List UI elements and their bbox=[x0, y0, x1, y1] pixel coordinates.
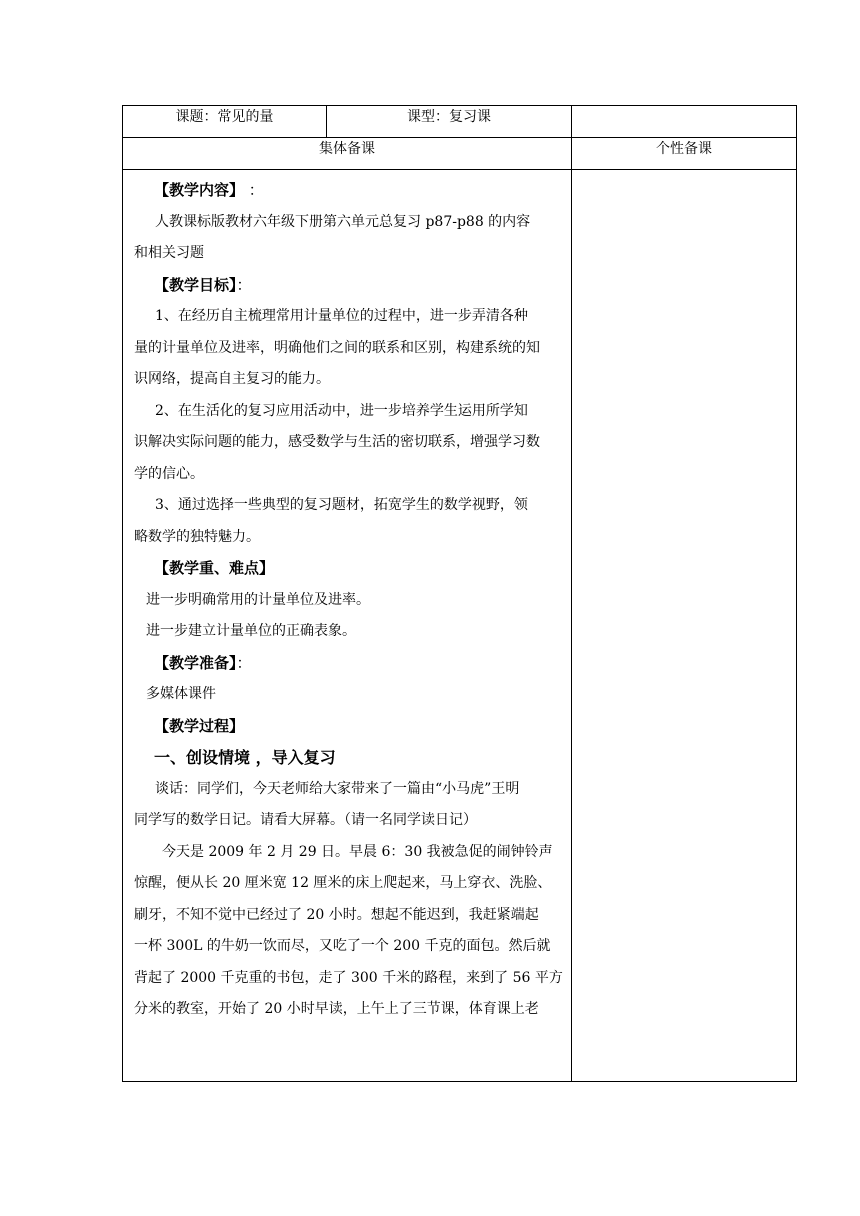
diary-line: 今天是 2009 年 2 月 29 日。早晨 6：30 我被急促的闹钟铃声 bbox=[162, 843, 553, 860]
section-heading-prep: 【教学准备】： bbox=[154, 653, 252, 672]
personal-heading: 个性备课 bbox=[656, 141, 712, 157]
section-heading-goals: 【教学目标】： bbox=[154, 275, 252, 294]
collective-content-cell bbox=[123, 170, 572, 1082]
blank-label bbox=[572, 106, 796, 107]
type-label: 课型：复习课 bbox=[407, 109, 491, 125]
goal-line: 1、在经历自主梳理常用计量单位的过程中，进一步弄清各种 bbox=[155, 308, 528, 324]
prep-line: 多媒体课件 bbox=[146, 686, 216, 702]
subheader-row bbox=[123, 138, 797, 170]
personal-heading-cell bbox=[572, 138, 797, 170]
type-cell bbox=[327, 106, 572, 138]
section-heading-key-points: 【教学重、难点】 bbox=[154, 559, 275, 577]
collective-heading-cell bbox=[123, 138, 572, 170]
diary-line: 一杯 300L 的牛奶一饮而尽，又吃了一个 200 千克的面包。然后就 bbox=[134, 938, 551, 954]
goal-line: 略数学的独特魅力。 bbox=[134, 528, 260, 545]
topic-label: 课题：常见的量 bbox=[175, 109, 274, 125]
goal-line: 识解决实际问题的能力，感受数学与生活的密切联系，增强学习数 bbox=[134, 434, 540, 450]
content-line: 和相关习题 bbox=[134, 245, 204, 261]
content-row bbox=[123, 170, 797, 1082]
diary-line: 分米的教室，开始了 20 小时早读，上午上了三节课，体育课上老 bbox=[134, 1001, 539, 1017]
diary-line: 刷牙，不知不觉中已经过了 20 小时。想起不能迟到，我赶紧端起 bbox=[134, 906, 539, 923]
lesson-plan-table bbox=[122, 105, 797, 1082]
goal-line: 量的计量单位及进率，明确他们之间的联系和区别，构建系统的知 bbox=[134, 339, 540, 356]
diary-line: 惊醒，便从长 20 厘米宽 12 厘米的床上爬起来，马上穿衣、洗脸、 bbox=[134, 875, 552, 891]
content-line: 人教课标版教材六年级下册第六单元总复习 p87-p88 的内容 bbox=[155, 213, 531, 230]
personal-content-cell bbox=[572, 170, 797, 1082]
step-heading: 一、创设情境 ，导入复习 bbox=[154, 748, 336, 767]
goal-line: 3、通过选择一些典型的复习题材，拓宽学生的数学视野，领 bbox=[155, 497, 528, 513]
section-heading-process: 【教学过程】 bbox=[154, 716, 245, 735]
topic-cell bbox=[123, 106, 327, 138]
header-row bbox=[123, 106, 797, 138]
talk-line: 谈话：同学们，今天老师给大家带来了一篇由“小马虎”王明 bbox=[155, 780, 520, 797]
key-point-line: 进一步建立计量单位的正确表象。 bbox=[146, 623, 356, 639]
goal-line: 2、在生活化的复习应用活动中，进一步培养学生运用所学知 bbox=[155, 402, 528, 419]
key-point-line: 进一步明确常用的计量单位及进率。 bbox=[146, 591, 370, 608]
blank-cell bbox=[572, 106, 797, 138]
lesson-body bbox=[123, 170, 571, 1026]
diary-line: 背起了 2000 千克重的书包，走了 300 千米的路程，来到了 56 平方 bbox=[134, 969, 563, 986]
goal-line: 识网络，提高自主复习的能力。 bbox=[134, 371, 330, 387]
section-heading-content: 【教学内容】 ： bbox=[154, 181, 264, 199]
goal-line: 学的信心。 bbox=[134, 465, 204, 482]
collective-heading: 集体备课 bbox=[319, 141, 375, 157]
talk-line: 同学写的数学日记。请看大屏幕。（请一名同学读日记） bbox=[134, 812, 477, 828]
